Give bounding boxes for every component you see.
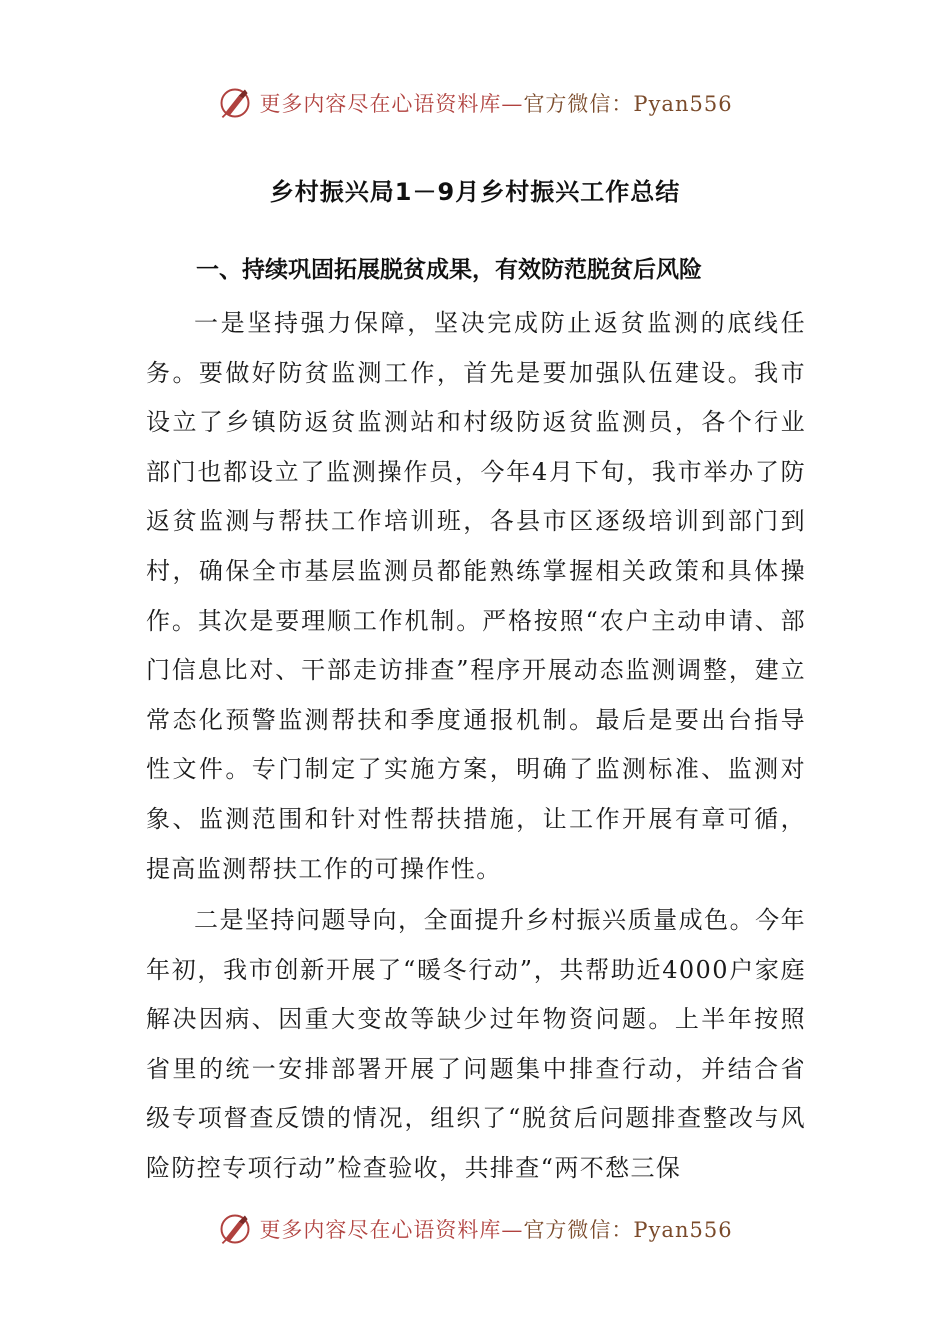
pen-nib-circle-icon: [217, 85, 253, 121]
watermark-text: 更多内容尽在心语资料库—官方微信：Pyan556: [259, 1218, 733, 1242]
body-paragraph-1: 一是坚持强力保障，坚决完成防止返贫监测的底线任务。要做好防贫监测工作，首先是要加强队伍建设。我市设立了乡镇防返贫监测站和村级防返贫监测员，各个行业部门也都设立了监测操作员，今年4月下旬，我市举办了防返贫监测与帮扶工作培训班，各县市区逐级培训到部门到村，确保全市基层监测员都能熟练掌握相关政策和具体操作。其次是要理顺工作机制。严格按照“农户主动申请、部门信息比对、干部走访排查”程序开展动态监测调整，建立常态化预警监测帮扶和季度通报机制。最后是要出台指导性文件。专门制定了实施方案，明确了监测标准、监测对象、监测范围和针对性帮扶措施，让工作开展有章可循，提高监测帮扶工作的可操作性。: [146, 309, 806, 883]
header-watermark-banner: [0, 78, 950, 128]
watermark-text: 更多内容尽在心语资料库—官方微信：Pyan556: [259, 92, 733, 116]
footer-watermark-banner: [0, 1204, 950, 1254]
body-paragraph-2: 二是坚持问题导向，全面提升乡村振兴质量成色。今年年初，我市创新开展了“暖冬行动”，共帮助近4000户家庭解决因病、因重大变故等缺少过年物资问题。上半年按照省里的统一安排部署开展了问题集中排查行动，并结合省级专项督查反馈的情况，组织了“脱贫后问题排查整改与风险防控专项行动”检查验收，共排查“两不愁三保: [146, 906, 806, 1182]
document-title: 乡村振兴局1－9月乡村振兴工作总结: [269, 178, 681, 206]
pen-nib-circle-icon: [217, 1211, 253, 1247]
section-heading: 一、持续巩固拓展脱贫成果，有效防范脱贫后风险: [196, 257, 702, 283]
